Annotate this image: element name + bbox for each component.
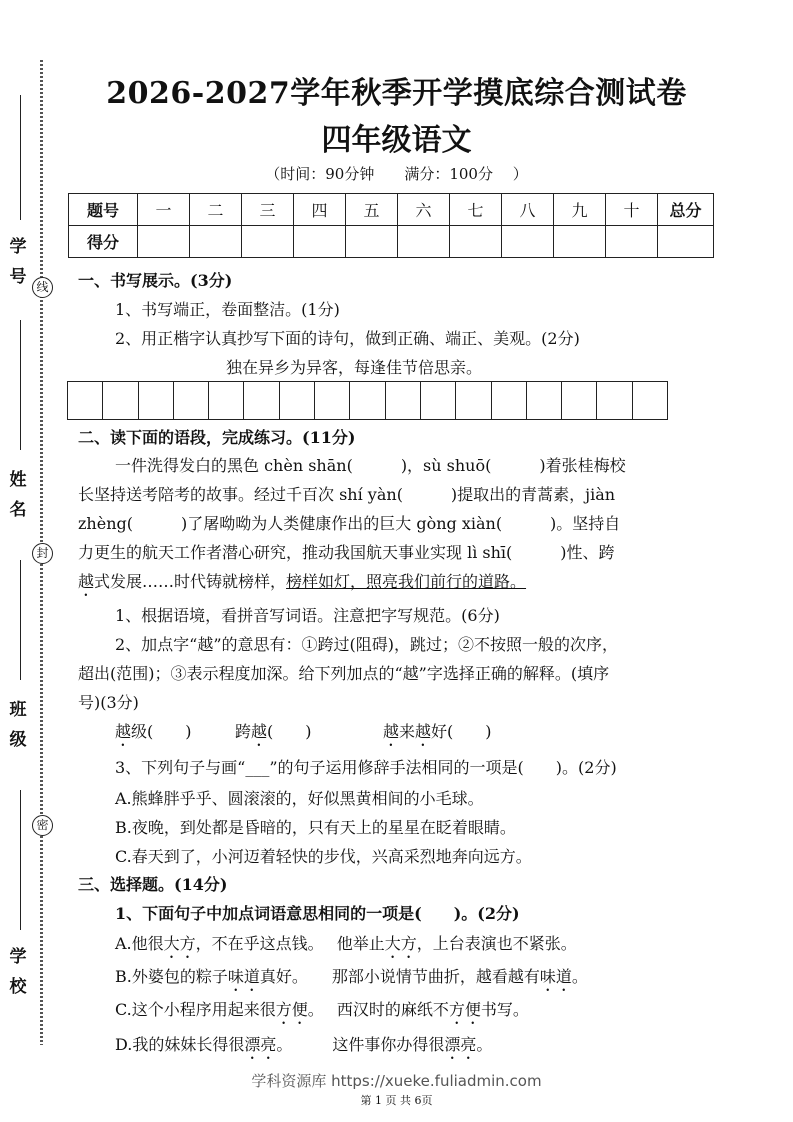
section3-option-c — [115, 997, 529, 1028]
exam-title: 2026-2027学年秋季开学摸底综合测试卷 — [106, 76, 687, 111]
label-student-id: 学号 — [9, 237, 27, 287]
header-cell: 五 — [346, 194, 398, 226]
exam-subject: 四年级语文 — [321, 123, 472, 158]
passage-line-2: 长坚持送考陪考的故事。经过千百次 shí yàn( )提取出的青蒿素，jiàn — [78, 485, 616, 504]
score-label: 得分 — [69, 226, 138, 258]
option-text: 书写。 — [480, 1000, 529, 1019]
dotted-word: 漂亮 — [444, 1035, 477, 1054]
section3-heading: 三、选择题。(14分) — [78, 875, 228, 894]
option-text: C.这个小程序用起来很 — [115, 1000, 276, 1019]
seal-secret: 密 — [32, 815, 53, 836]
underlined-sentence: 榜样如灯，照亮我们前行的道路。 — [286, 572, 527, 591]
score-table — [68, 193, 714, 258]
section2-q2-line2: 超出(范围)；③表示程度加深。给下列加点的“越”字选择正确的解释。(填序 — [78, 664, 610, 683]
header-cell: 十 — [606, 194, 658, 226]
dotted-word: 大方 — [384, 934, 417, 953]
option-text: B.外婆包的粽子 — [115, 967, 228, 986]
option-text: 真好。 那部小说情节曲折，越看越有 — [259, 967, 540, 986]
grid-cell[interactable] — [349, 381, 385, 420]
score-cell[interactable] — [138, 226, 190, 258]
grid-cell[interactable] — [561, 381, 597, 420]
passage-line-4: 力更生的航天工作者潜心研究，推动我国航天事业实现 lì shī( )性、跨 — [78, 543, 615, 562]
grid-cell[interactable] — [138, 381, 174, 420]
dotted-char: 越 — [78, 572, 95, 591]
grid-cell[interactable] — [491, 381, 527, 420]
word-kuayue — [235, 719, 312, 750]
dotted-word: 大方 — [163, 934, 196, 953]
section3-option-d — [115, 1032, 492, 1063]
exam-info: （时间：90分钟 满分：100分 ） — [265, 165, 528, 183]
poem-text: 独在异乡为异客，每逢佳节倍思亲。 — [226, 358, 483, 377]
score-cell[interactable] — [190, 226, 242, 258]
passage-line-5 — [78, 569, 526, 600]
score-cell[interactable] — [398, 226, 450, 258]
grid-cell[interactable] — [279, 381, 315, 420]
section1-heading: 一、书写展示。(3分) — [78, 271, 233, 290]
school-underline — [20, 790, 21, 930]
section1-q2: 2、用正楷字认真抄写下面的诗句，做到正确、端正、美观。(2分) — [115, 329, 580, 348]
grid-cell[interactable] — [102, 381, 138, 420]
label-class: 班级 — [9, 700, 27, 750]
label-name: 姓名 — [9, 470, 27, 520]
option-text: D.我的妹妹长得很 — [115, 1035, 245, 1054]
grid-cell[interactable] — [455, 381, 491, 420]
seal-line: 线 — [32, 277, 53, 298]
section3-option-b — [115, 964, 588, 995]
section2-q2-line3: 号)(3分) — [78, 693, 139, 712]
header-cell: 一 — [138, 194, 190, 226]
grid-cell[interactable] — [208, 381, 244, 420]
grid-cell[interactable] — [632, 381, 668, 420]
score-cell[interactable] — [554, 226, 606, 258]
score-cell[interactable] — [658, 226, 714, 258]
score-cell[interactable] — [450, 226, 502, 258]
option-text: 。 — [571, 967, 588, 986]
section2-q3-option-c: C.春天到了，小河迈着轻快的步伐，兴高采烈地奔向远方。 — [115, 847, 532, 866]
dotted-char: 越 — [115, 722, 132, 741]
word-yueji — [115, 719, 192, 750]
grid-cell[interactable] — [67, 381, 103, 420]
header-cell: 题号 — [69, 194, 138, 226]
score-cell[interactable] — [294, 226, 346, 258]
section3-option-a — [115, 931, 577, 962]
word-text: 级( ) — [131, 722, 192, 741]
option-text: ，上台表演也不紧张。 — [416, 934, 577, 953]
dotted-word: 味道 — [227, 967, 260, 986]
dotted-char: 越 — [251, 722, 268, 741]
header-cell: 三 — [242, 194, 294, 226]
section2-q3-option-b: B.夜晚，到处都是昏暗的，只有天上的星星在眨着眼睛。 — [115, 818, 516, 837]
dotted-char: 越 — [415, 722, 432, 741]
word-text: 跨 — [235, 722, 252, 741]
writing-grid[interactable] — [68, 381, 668, 420]
header-cell: 四 — [294, 194, 346, 226]
word-text: 好( ) — [431, 722, 492, 741]
class-underline — [20, 560, 21, 680]
dotted-word: 味道 — [539, 967, 572, 986]
section1-q1: 1、书写端正，卷面整洁。(1分) — [115, 300, 340, 319]
score-cell[interactable] — [606, 226, 658, 258]
page-number: 第 1 页 共 6页 — [360, 1094, 433, 1107]
grid-cell[interactable] — [173, 381, 209, 420]
option-text: 。 这件事你办得很 — [276, 1035, 445, 1054]
passage-text: 式发展……时代铸就榜样， — [94, 572, 287, 591]
header-cell: 七 — [450, 194, 502, 226]
option-text: 。 西汉时的麻纸不 — [307, 1000, 449, 1019]
passage-line-3: zhèng( )了屠呦呦为人类健康作出的巨大 gòng xiàn( )。坚持自 — [78, 514, 621, 533]
footer-watermark: 学科资源库 https://xueke.fuliadmin.com — [251, 1072, 542, 1090]
name-underline — [20, 320, 21, 450]
score-table-score-row — [69, 226, 714, 258]
header-cell: 总分 — [658, 194, 714, 226]
score-cell[interactable] — [242, 226, 294, 258]
label-school: 学校 — [9, 947, 27, 997]
grid-cell[interactable] — [243, 381, 279, 420]
header-cell: 八 — [502, 194, 554, 226]
section3-q1: 1、下面句子中加点词语意思相同的一项是( )。(2分) — [115, 904, 520, 923]
dotted-word: 漂亮 — [244, 1035, 277, 1054]
grid-cell[interactable] — [596, 381, 632, 420]
header-cell: 九 — [554, 194, 606, 226]
passage-line-1: 一件洗得发白的黑色 chèn shān( )，sù shuō( )着张桂梅校 — [115, 456, 626, 475]
section2-heading: 二、读下面的语段，完成练习。(11分) — [78, 428, 356, 447]
word-text: ( ) — [267, 722, 312, 741]
section2-q3: 3、下列句子与画“___”的句子运用修辞手法相同的一项是( )。(2分) — [115, 758, 617, 777]
score-cell[interactable] — [346, 226, 398, 258]
word-yuelaiyuehao — [383, 719, 492, 750]
score-table-header-row — [69, 194, 714, 226]
section2-q3-option-a: A.熊蜂胖乎乎、圆滚滚的，好似黑黄相间的小毛球。 — [115, 789, 484, 808]
header-cell: 二 — [190, 194, 242, 226]
grid-cell[interactable] — [526, 381, 562, 420]
dotted-char: 越 — [383, 722, 400, 741]
option-text: A.他很 — [115, 934, 164, 953]
grid-cell[interactable] — [385, 381, 421, 420]
seal-seal: 封 — [32, 543, 53, 564]
option-text: ，不在乎这点钱。 他举止 — [195, 934, 385, 953]
section2-q1: 1、根据语境，看拼音写词语。注意把字写规范。(6分) — [115, 606, 500, 625]
score-cell[interactable] — [502, 226, 554, 258]
grid-cell[interactable] — [420, 381, 456, 420]
header-cell: 六 — [398, 194, 450, 226]
option-text: 。 — [476, 1035, 493, 1054]
grid-cell[interactable] — [314, 381, 350, 420]
dotted-word: 方便 — [275, 1000, 308, 1019]
section2-q2-line1: 2、加点字“越”的意思有：①跨过(阻碍)，跳过；②不按照一般的次序， — [115, 635, 619, 654]
word-text: 来 — [399, 722, 416, 741]
dotted-word: 方便 — [448, 1000, 481, 1019]
